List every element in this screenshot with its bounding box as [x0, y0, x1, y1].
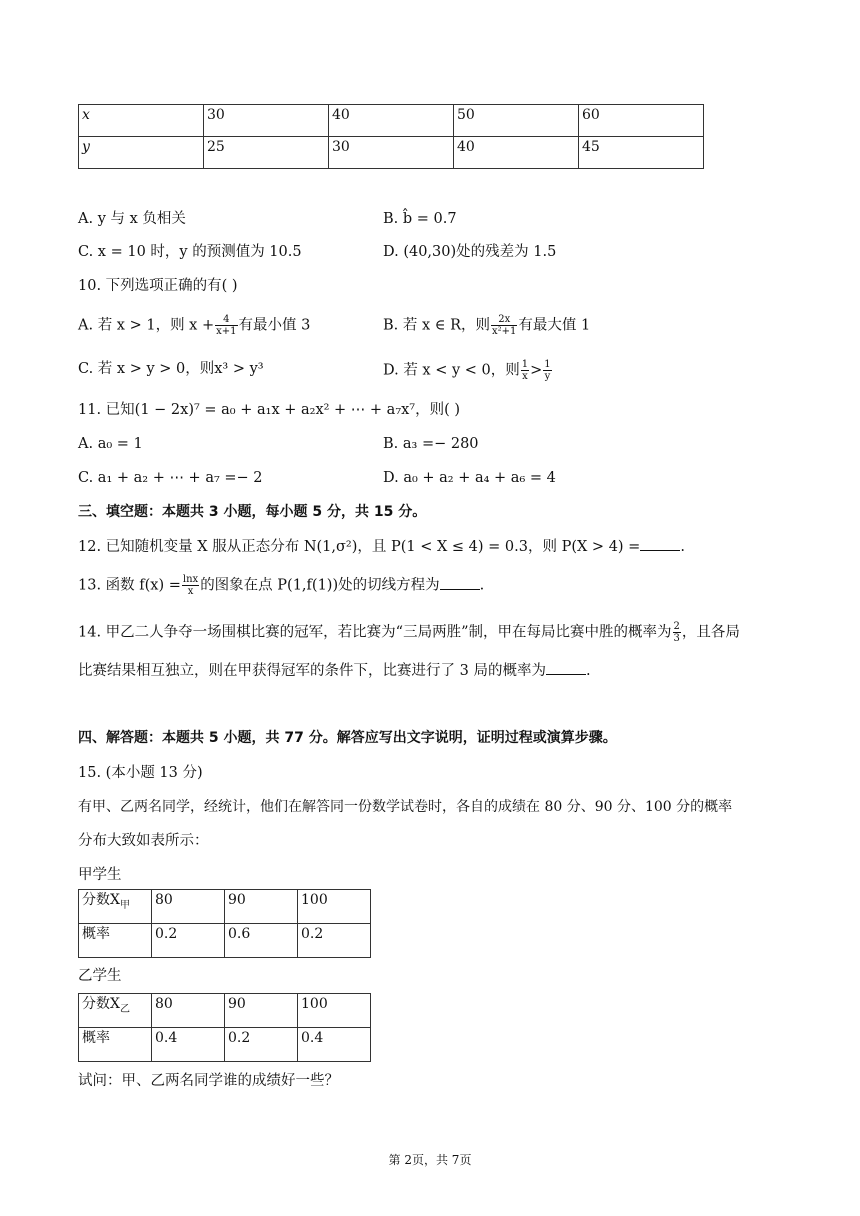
table-row [79, 994, 371, 1028]
q10-b-pre: B. 若 x ∈ R，则 [383, 317, 491, 334]
table-cell [79, 890, 152, 924]
fraction-numerator: 2x [491, 314, 517, 326]
table-row [79, 1028, 371, 1062]
table-cell: 30 [329, 137, 454, 169]
answer-blank [440, 575, 480, 590]
q13-post: 的图象在点 P(1,f(1))处的切线方程为 [200, 577, 440, 594]
q10-a-pre: A. 若 x > 1，则 x + [78, 317, 215, 334]
fraction-numerator: lnx [182, 574, 199, 585]
q14-line-2 [78, 660, 591, 681]
table-row [79, 924, 371, 958]
section-3-heading: 三、填空题：本题共 3 小题，每小题 5 分，共 15 分。 [78, 504, 427, 520]
table-cell: 40 [454, 137, 579, 169]
fraction-numerator: 4 [215, 314, 237, 326]
table-cell: 60 [579, 105, 704, 137]
q10-option-c: C. 若 x > y > 0，则x³ > y³ [78, 361, 264, 377]
q14-post: ，且各局 [681, 624, 740, 641]
table-cell: 45 [579, 137, 704, 169]
q10-b-post: 有最大值 1 [518, 317, 591, 334]
table-cell: x [79, 105, 204, 137]
q12-text: 12. 已知随机变量 X 服从正态分布 N(1,σ²)，且 P(1 < X ≤ 4) = 0.3，则 P(X > 4) = [78, 539, 641, 555]
table-cell: 0.6 [225, 924, 298, 958]
q12-end: . [680, 539, 685, 555]
fraction-denominator: x [187, 586, 194, 597]
table-cell: 概率 [79, 1028, 152, 1062]
fraction-denominator: x [522, 371, 528, 382]
table-cell: 0.2 [298, 924, 371, 958]
q11-option-b: B. a₃ =− 280 [383, 436, 479, 452]
table-cell: 30 [204, 105, 329, 137]
q10-d-pre: D. 若 x < y < 0，则 [383, 362, 520, 379]
section-4-heading: 四、解答题：本题共 5 小题，共 77 分。解答应写出文字说明，证明过程或演算步骤。 [78, 730, 617, 746]
q10-d-mid: > [530, 362, 543, 379]
q13 [78, 574, 484, 597]
q11-stem: 11. 已知(1 − 2x)⁷ = a₀ + a₁x + a₂x² + ⋯ + a₇x⁷，则( ) [78, 402, 461, 418]
q15-text-line-2: 分布大致如表所示： [78, 833, 209, 849]
q12 [78, 536, 685, 557]
label-student-jia: 甲学生 [78, 867, 122, 883]
cell-label: 分数X [82, 996, 120, 1012]
fraction-numerator: 1 [544, 359, 551, 370]
q10-option-d [383, 359, 553, 382]
table-cell: 50 [454, 105, 579, 137]
q10-option-a [78, 314, 310, 337]
fraction [673, 621, 681, 644]
table-cell: 90 [225, 890, 298, 924]
q14-pre: 14. 甲乙二人争夺一场围棋比赛的冠军，若比赛为“三局两胜”制，甲在每局比赛中胜的概率为 [78, 624, 672, 641]
fraction-denominator: 3 [673, 633, 680, 644]
table-cell: 90 [225, 994, 298, 1028]
q15-title: 15. (本小题 13 分) [78, 765, 203, 781]
cell-subscript: 乙 [119, 1003, 130, 1015]
q14-line2-text: 比赛结果相互独立，则在甲获得冠军的条件下，比赛进行了 3 局的概率为 [78, 663, 546, 679]
table-cell: 0.4 [152, 1028, 225, 1062]
table-cell: 0.2 [152, 924, 225, 958]
table-cell: 80 [152, 994, 225, 1028]
q13-end: . [479, 577, 485, 594]
q14-line-1 [78, 621, 740, 644]
table-cell: 100 [298, 890, 371, 924]
table-cell: 40 [329, 105, 454, 137]
table-row [79, 137, 704, 169]
fraction-numerator: 2 [673, 621, 680, 632]
q9-option-a: A. y 与 x 负相关 [78, 211, 186, 227]
q10-stem: 10. 下列选项正确的有( ) [78, 278, 238, 294]
table-row [79, 105, 704, 137]
fraction [215, 314, 237, 337]
table-cell: 0.2 [225, 1028, 298, 1062]
table-cell: 概率 [79, 924, 152, 958]
table-student-yi [78, 993, 371, 1062]
cell-label: 分数X [82, 892, 120, 908]
q14-end: . [585, 663, 591, 679]
q11-option-c: C. a₁ + a₂ + ⋯ + a₇ =− 2 [78, 470, 263, 486]
fraction-numerator: 1 [521, 359, 529, 370]
answer-blank [640, 536, 680, 551]
q15-question: 试问：甲、乙两名同学谁的成绩好一些？ [78, 1073, 339, 1089]
q11-option-a: A. a₀ = 1 [78, 436, 143, 452]
q9-option-d: D. (40,30)处的残差为 1.5 [383, 244, 557, 260]
q11-option-d: D. a₀ + a₂ + a₄ + a₆ = 4 [383, 470, 556, 486]
fraction-denominator: x²+1 [492, 326, 517, 337]
table-cell: 25 [204, 137, 329, 169]
cell-subscript: 甲 [119, 899, 130, 911]
page-footer: 第 2页，共 7页 [388, 1153, 472, 1167]
table-student-jia [78, 889, 371, 958]
xy-data-table [78, 104, 704, 169]
q13-pre: 13. 函数 f(x) = [78, 577, 181, 594]
fraction [491, 314, 517, 337]
fraction [521, 359, 529, 382]
q9-option-b: B. b̂ = 0.7 [383, 211, 457, 227]
table-cell: 80 [152, 890, 225, 924]
table-cell: y [79, 137, 204, 169]
label-student-yi: 乙学生 [78, 968, 122, 984]
q10-a-post: 有最小值 3 [238, 317, 311, 334]
q10-option-b [383, 314, 590, 337]
q15-text-line-1: 有甲、乙两名同学，经统计，他们在解答同一份数学试卷时，各自的成绩在 80 分、90 分、100 分的概率 [78, 799, 733, 815]
table-cell: 100 [298, 994, 371, 1028]
fraction-denominator: x+1 [216, 326, 237, 337]
fraction-denominator: y [544, 371, 551, 382]
fraction [182, 574, 199, 597]
fraction [543, 359, 551, 382]
table-cell: 0.4 [298, 1028, 371, 1062]
table-cell [79, 994, 152, 1028]
answer-blank [546, 660, 586, 675]
table-row [79, 890, 371, 924]
q9-option-c: C. x = 10 时，y 的预测值为 10.5 [78, 244, 302, 260]
